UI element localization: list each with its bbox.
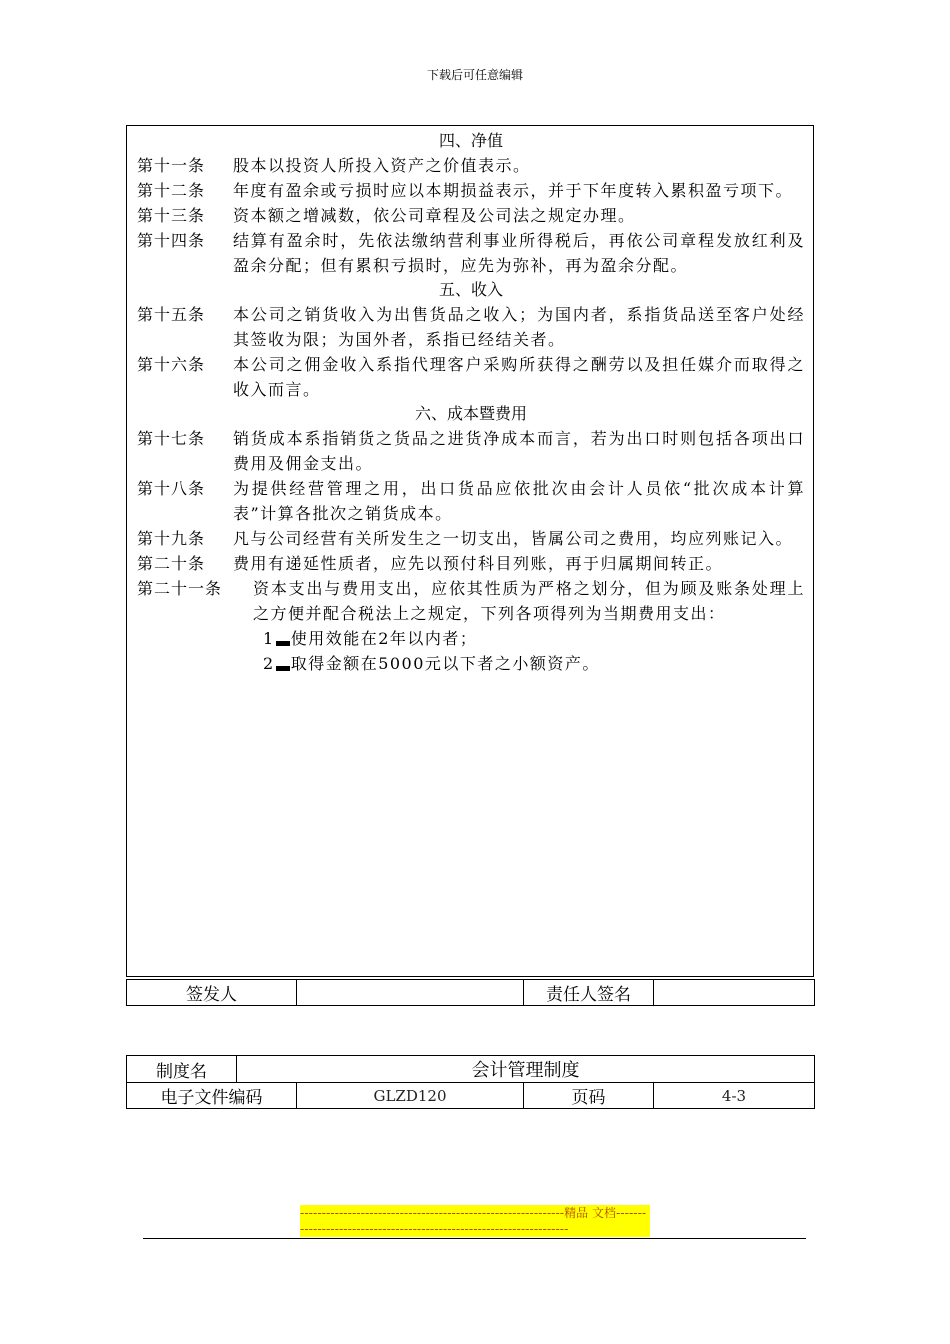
article-17 — [137, 426, 805, 476]
article-13 — [137, 203, 805, 228]
article-number: 第十七条 — [137, 429, 206, 448]
article-18 — [137, 476, 805, 526]
sub-item-text: 使用效能在2年以内者； — [290, 629, 478, 648]
section-title-net-value: 四、净值 — [438, 131, 503, 150]
issuer-field[interactable] — [297, 980, 524, 1006]
article-text: 为提供经营管理之用，出口货品应依批次由会计人员依“批次成本计算表”计算各批次之销货成本。 — [233, 479, 805, 523]
signature-row — [127, 980, 815, 1006]
sub-item-text: 取得金额在5000元以下者之小额资产。 — [290, 654, 600, 673]
article-number: 第十九条 — [137, 529, 206, 548]
regulation-content — [137, 129, 805, 676]
article-19 — [137, 526, 805, 551]
article-text: 资本支出与费用支出，应依其性质为严格之划分，但为顾及账条处理上之方便并配合税法上之规定，下列各项得列为当期费用支出： — [253, 579, 805, 623]
article-text: 股本以投资人所投入资产之价值表示。 — [233, 156, 531, 175]
issuer-label: 签发人 — [127, 980, 297, 1006]
article-number: 第十八条 — [137, 479, 206, 498]
article-number: 第二十一条 — [137, 579, 223, 598]
article-number: 第十四条 — [137, 231, 206, 250]
sub-item — [137, 626, 805, 651]
article-text: 本公司之佣金收入系指代理客户采购所获得之酬劳以及担任媒介而取得之收入而言。 — [233, 355, 805, 399]
section-title-income: 五、收入 — [438, 280, 503, 299]
list-marker-icon — [276, 641, 290, 646]
sub-item — [137, 651, 805, 676]
article-number: 第十五条 — [137, 305, 206, 324]
file-code-label: 电子文件编码 — [127, 1083, 297, 1109]
meta-row-code — [127, 1083, 815, 1109]
file-code-value: GLZD120 — [297, 1083, 524, 1109]
article-text: 结算有盈余时，先依法缴纳营利事业所得税后，再依公司章程发放红利及盈余分配；但有累积亏损时，应先为弥补，再为盈余分配。 — [233, 231, 805, 275]
system-name-value: 会计管理制度 — [237, 1056, 815, 1083]
footer-divider — [143, 1238, 806, 1239]
footer-watermark: -------------------------------------------------------------精品 文档--------------------------------------------------------------------- — [300, 1205, 650, 1237]
article-text: 凡与公司经营有关所发生之一切支出，皆属公司之费用，均应列账记入。 — [233, 529, 794, 548]
article-text: 销货成本系指销货之货品之进货净成本而言，若为出口时则包括各项出口费用及佣金支出。 — [233, 429, 805, 473]
article-20 — [137, 551, 805, 576]
document-meta-table — [126, 1055, 815, 1109]
article-12 — [137, 178, 805, 203]
page-number-value: 4-3 — [654, 1083, 815, 1109]
regulation-body-box — [126, 125, 814, 977]
article-text: 资本额之增减数，依公司章程及公司法之规定办理。 — [233, 206, 636, 225]
article-text: 费用有递延性质者，应先以预付科目列账，再于归属期间转正。 — [233, 554, 724, 573]
article-number: 第十三条 — [137, 206, 206, 225]
article-11 — [137, 153, 805, 178]
article-text: 本公司之销货收入为出售货品之收入；为国内者，系指货品送至客户处经其签收为限；为国外者，系指已经结关者。 — [233, 305, 805, 349]
system-name-label: 制度名 — [127, 1056, 237, 1083]
sub-item-index: 2 — [263, 654, 275, 673]
article-text: 年度有盈余或亏损时应以本期损益表示，并于下年度转入累积盈亏项下。 — [233, 181, 794, 200]
page-number-label: 页码 — [524, 1083, 654, 1109]
article-number: 第二十条 — [137, 554, 206, 573]
article-21 — [137, 576, 805, 626]
article-number: 第十六条 — [137, 355, 206, 374]
meta-row-name — [127, 1056, 815, 1083]
sub-item-index: 1 — [263, 629, 275, 648]
article-number: 第十二条 — [137, 181, 206, 200]
list-marker-icon — [276, 666, 290, 671]
responsible-signature-label: 责任人签名 — [524, 980, 654, 1006]
article-16 — [137, 352, 805, 402]
signature-table — [126, 979, 815, 1006]
article-15 — [137, 302, 805, 352]
header-note: 下载后可任意编辑 — [426, 68, 523, 82]
responsible-signature-field[interactable] — [654, 980, 815, 1006]
article-14 — [137, 228, 805, 278]
section-title-cost-expense: 六、成本暨费用 — [414, 404, 527, 423]
article-number: 第十一条 — [137, 156, 206, 175]
